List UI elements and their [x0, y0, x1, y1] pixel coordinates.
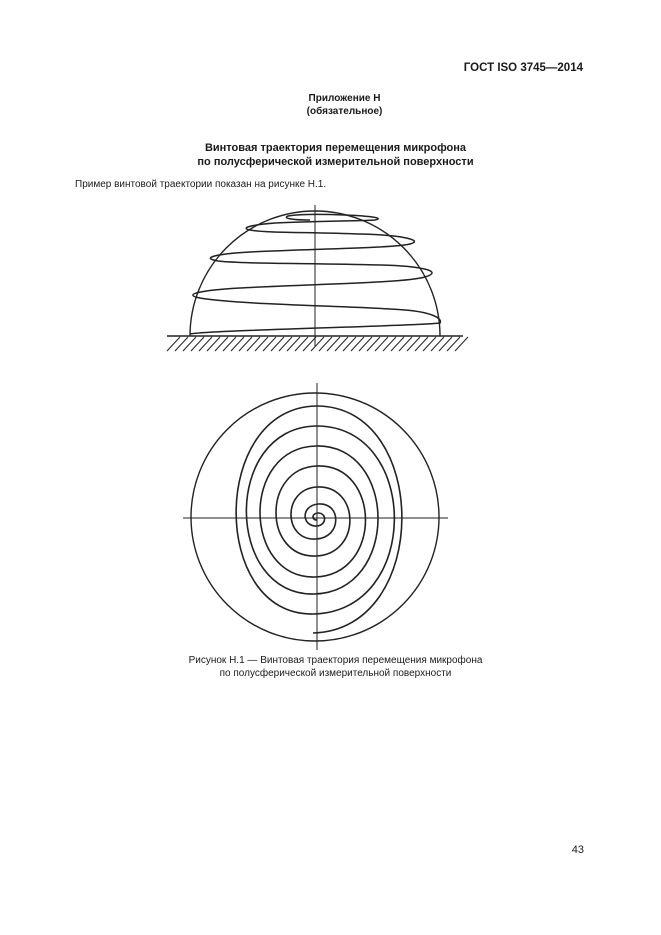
helical-path-top	[236, 406, 402, 633]
top-view	[183, 383, 448, 650]
caption-line2: по полусферической измерительной поверхности	[219, 668, 452, 679]
page-number: 43	[571, 844, 584, 856]
section-title-line2: по полусферической измерительной поверхности	[197, 156, 474, 168]
intro-paragraph: Пример винтовой траектории показан на рисунке Н.1.	[75, 179, 327, 190]
section-title-line1: Винтовая траектория перемещения микрофона	[204, 142, 467, 154]
side-view	[167, 205, 468, 351]
annex-status: (обязательное)	[306, 106, 383, 117]
ground-hatching	[167, 337, 468, 351]
caption-line1: Рисунок Н.1 — Винтовая траектория перемещения микрофона	[188, 655, 483, 666]
figure-caption	[0, 654, 661, 680]
standard-id: ГОСТ ISO 3745—2014	[463, 62, 583, 74]
annex-title: Приложение Н	[308, 93, 381, 104]
